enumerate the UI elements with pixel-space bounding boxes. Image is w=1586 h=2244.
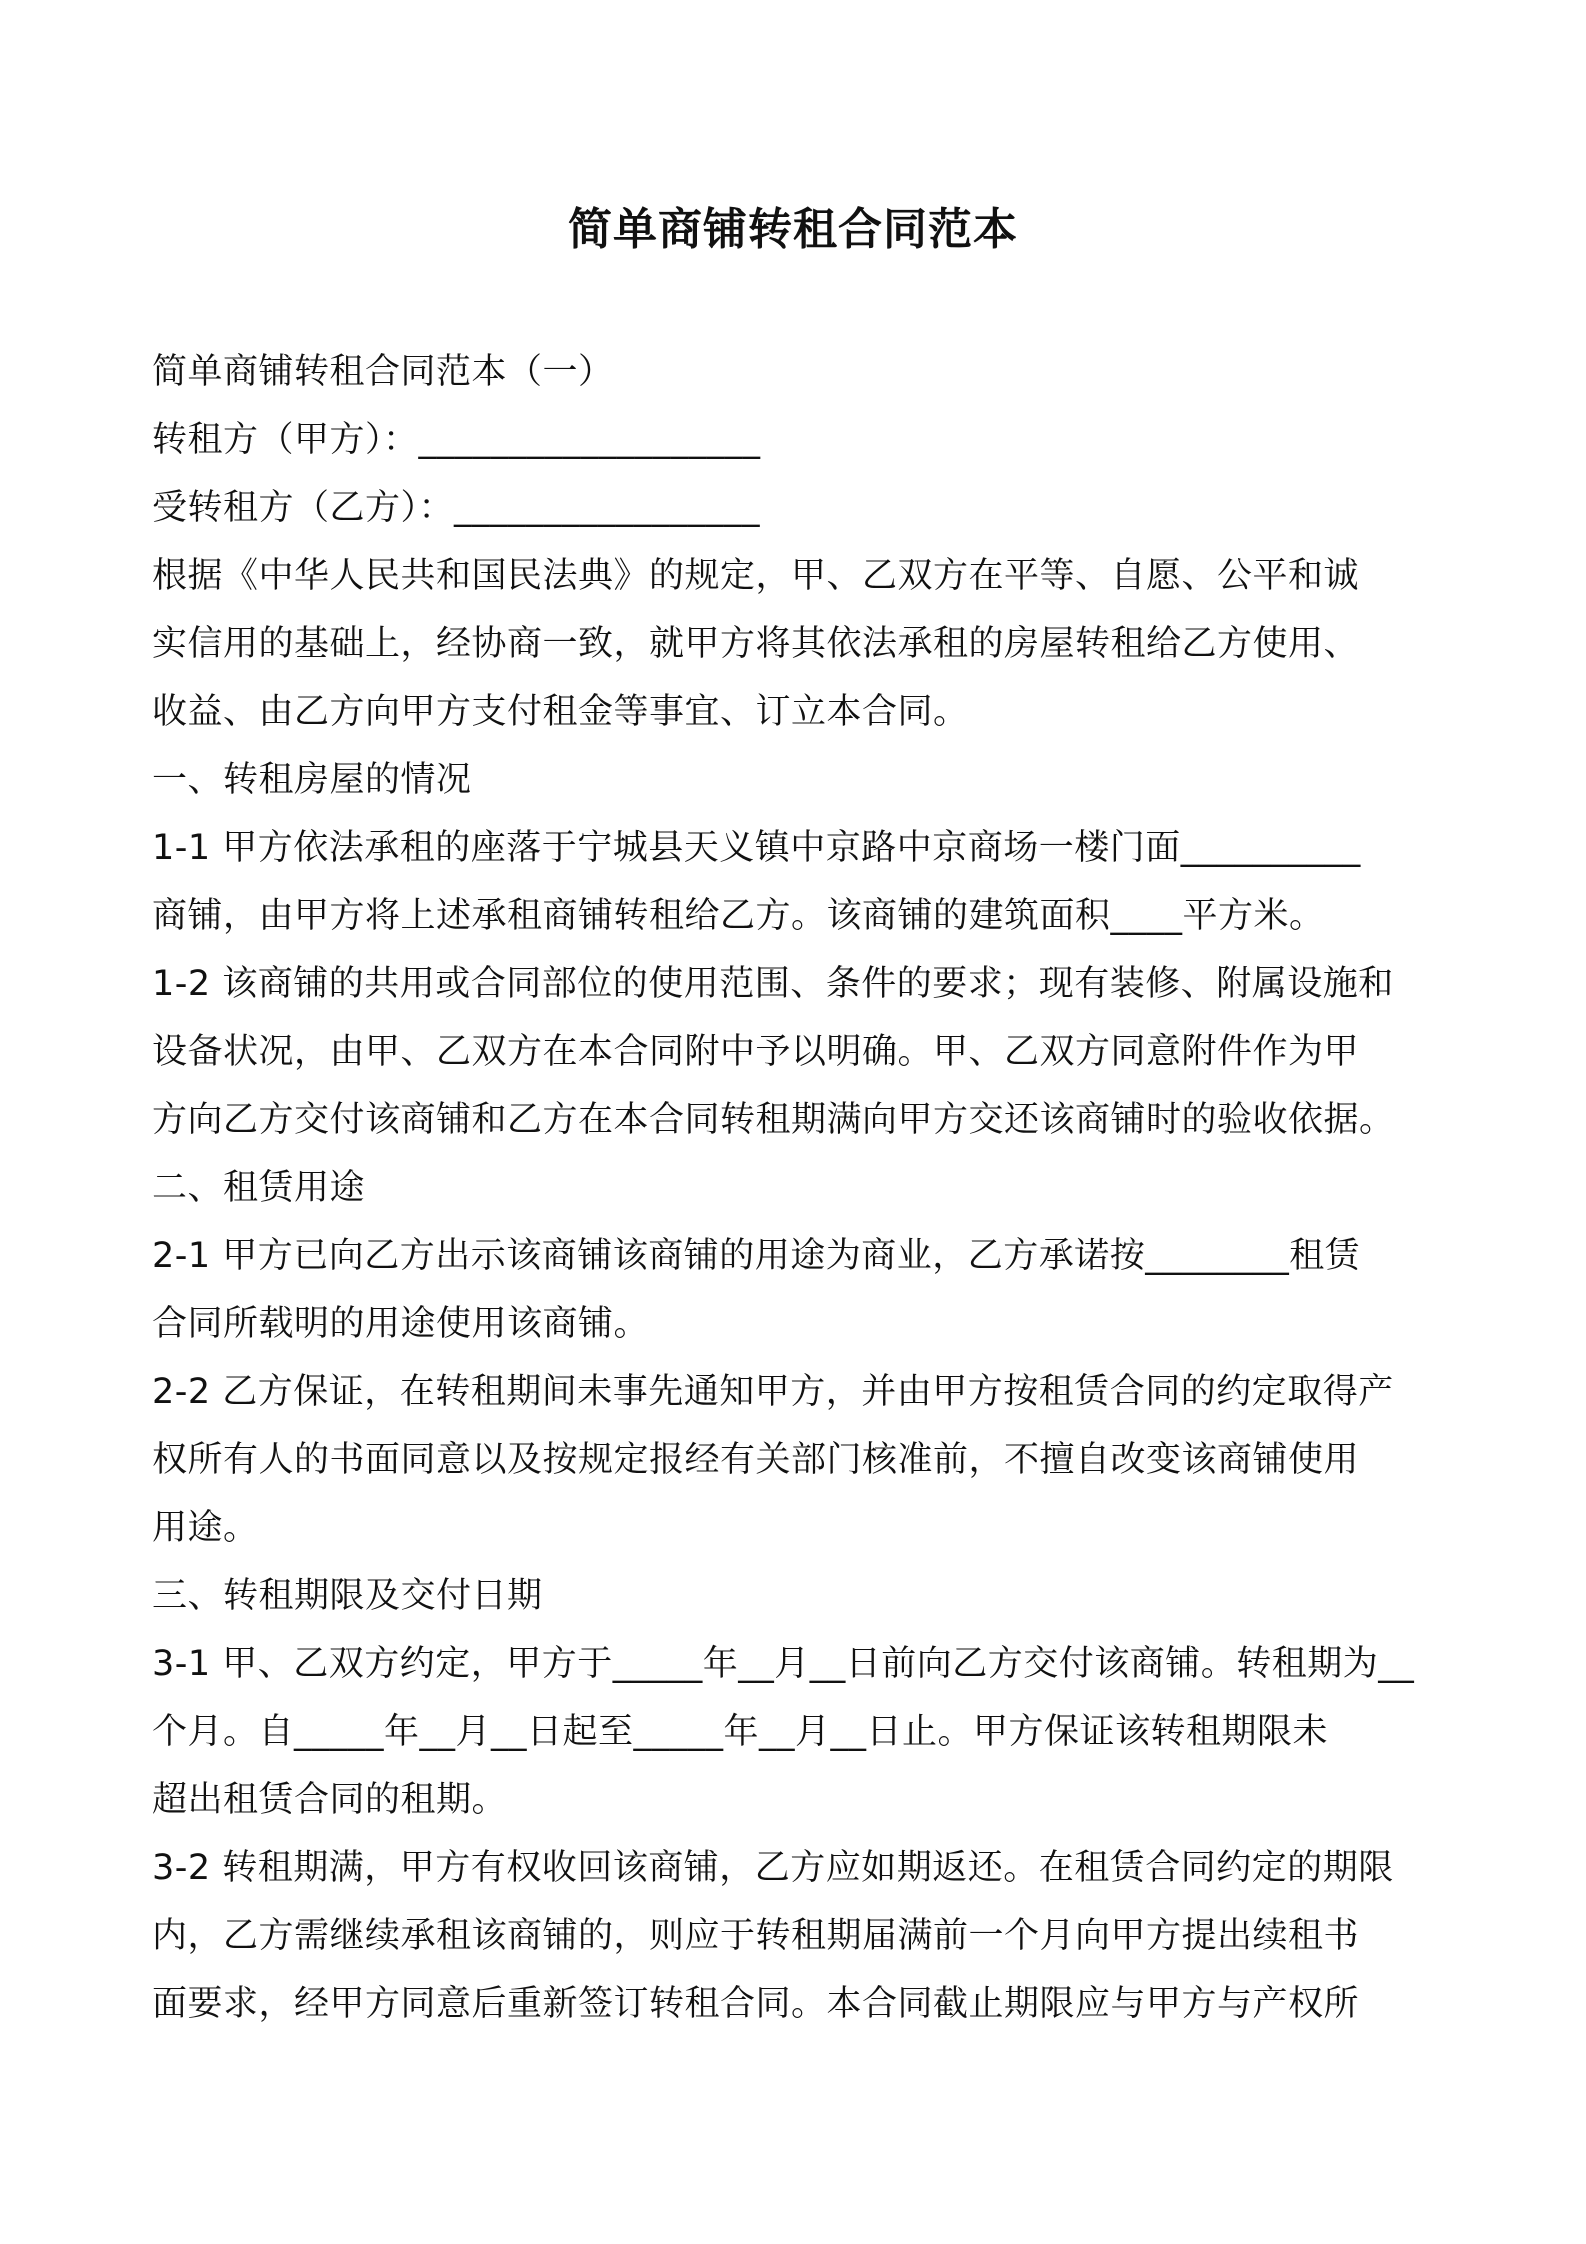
- paragraph-line: 2-1 甲方已向乙方出示该商铺该商铺的用途为商业，乙方承诺按________租赁: [152, 1236, 1361, 1276]
- section-heading: 简单商铺转租合同范本（一）: [152, 352, 614, 392]
- paragraph-line: 内，乙方需继续承租该商铺的，则应于转租期届满前一个月向甲方提出续租书: [152, 1916, 1360, 1956]
- paragraph-line: 3-2 转租期满，甲方有权收回该商铺，乙方应如期返还。在租赁合同约定的期限: [152, 1848, 1394, 1888]
- section-heading: 三、转租期限及交付日期: [152, 1576, 543, 1616]
- paragraph-line: 方向乙方交付该商铺和乙方在本合同转租期满向甲方交还该商铺时的验收依据。: [152, 1100, 1395, 1140]
- section-heading: 一、转租房屋的情况: [152, 760, 472, 800]
- paragraph-line: 合同所载明的用途使用该商铺。: [152, 1304, 650, 1344]
- paragraph-line: 设备状况，由甲、乙双方在本合同附中予以明确。甲、乙双方同意附件作为甲: [152, 1032, 1360, 1072]
- paragraph-line: 根据《中华人民共和国民法典》的规定，甲、乙双方在平等、自愿、公平和诚: [152, 556, 1360, 596]
- paragraph-line: 用途。: [152, 1508, 259, 1548]
- section-heading: 二、租赁用途: [152, 1168, 366, 1208]
- party-b-line: 受转租方（乙方）：_________________: [152, 488, 761, 528]
- paragraph-line: 3-1 甲、乙双方约定，甲方于_____年__月__日前向乙方交付该商铺。转租期为__: [152, 1644, 1415, 1684]
- paragraph-line: 1-2 该商铺的共用或合同部位的使用范围、条件的要求；现有装修、附属设施和: [152, 964, 1394, 1004]
- paragraph-line: 面要求，经甲方同意后重新签订转租合同。本合同截止期限应与甲方与产权所: [152, 1984, 1360, 2024]
- document-title: 简单商铺转租合同范本: [568, 204, 1018, 255]
- paragraph-line: 1-1 甲方依法承租的座落于宁城县天义镇中京路中京商场一楼门面__________: [152, 828, 1361, 868]
- paragraph-line: 商铺，由甲方将上述承租商铺转租给乙方。该商铺的建筑面积____平方米。: [152, 896, 1325, 936]
- paragraph-line: 实信用的基础上，经协商一致，就甲方将其依法承租的房屋转租给乙方使用、: [152, 624, 1360, 664]
- party-a-line: 转租方（甲方）：___________________: [152, 420, 761, 460]
- document-body: [152, 338, 1452, 2038]
- paragraph-line: 收益、由乙方向甲方支付租金等事宜、订立本合同。: [152, 692, 969, 732]
- paragraph-line: 个月。自_____年__月__日起至_____年__月__日止。甲方保证该转租期限未: [152, 1712, 1329, 1752]
- paragraph-line: 权所有人的书面同意以及按规定报经有关部门核准前，不擅自改变该商铺使用: [152, 1440, 1360, 1480]
- paragraph-line: 超出租赁合同的租期。: [152, 1780, 508, 1820]
- paragraph-line: 2-2 乙方保证，在转租期间未事先通知甲方，并由甲方按租赁合同的约定取得产: [152, 1372, 1394, 1412]
